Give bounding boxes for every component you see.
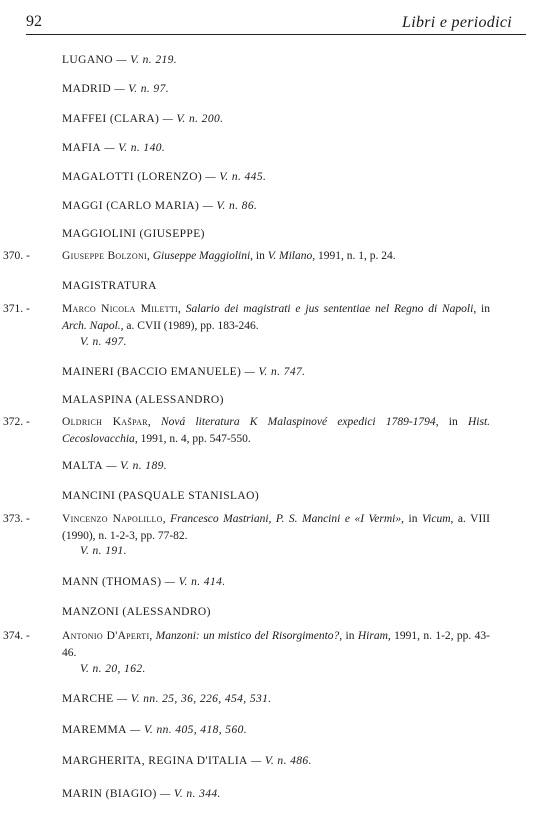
index-heading-marin: MARIN (BIAGIO) — V. n. 344. [62,788,221,800]
entry-author: Marco Nicola Miletti [62,303,178,315]
entry-title: Giuseppe Maggiolini [152,250,251,262]
index-heading-maffei: MAFFEI (CLARA) — V. n. 200. [62,113,224,125]
entry-number: 373. - [3,513,30,525]
entry-see-also: V. n. 497. [80,336,127,348]
entry-see-also: V. n. 191. [80,545,127,557]
index-heading-mancini: MANCINI (PASQUALE STANISLAO) [62,490,260,502]
entry-title: Nová literatura K Malaspinové expedici 1789-1794 [160,416,436,428]
index-heading-maremma: MAREMMA — V. nn. 405, 418, 560. [62,724,248,736]
entry-publication: Hiram [357,630,388,642]
index-heading-mafia: MAFIA — V. n. 140. [62,142,166,154]
entry-body: Marco Nicola Miletti, Salario dei magistrati e jus sententiae nel Regno di Napoli, in Arch. Napol., a. CVII (1989), pp. 183-246. [62,303,490,332]
index-heading-magistratura: MAGISTRATURA [62,280,157,292]
entry-title: Manzoni: un mistico del Risorgimento? [155,630,340,642]
page-header [26,8,526,35]
entry-body: Antonio D'Aperti, Manzoni: un mistico del Risorgimento?, in Hiram, 1991, n. 1-2, pp. 43-46. [62,630,490,659]
entry-number: 372. - [3,416,30,428]
entry-author: Antonio D'Aperti [62,630,150,642]
index-heading-maggi: MAGGI (CARLO MARIA) — V. n. 86. [62,200,258,212]
index-heading-mann: MANN (THOMAS) — V. n. 414. [62,576,226,588]
index-heading-maineri: MAINERI (BACCIO EMANUELE) — V. n. 747. [62,366,306,378]
index-heading-maggiolini: MAGGIOLINI (GIUSEPPE) [62,228,205,240]
index-heading-malaspina: MALASPINA (ALESSANDRO) [62,394,224,406]
index-heading-lugano: LUGANO — V. n. 219. [62,54,178,66]
entry-title: Salario dei magistrati e jus sententiae nel Regno di Napoli [185,303,474,315]
index-heading-manzoni: MANZONI (ALESSANDRO) [62,606,211,618]
index-heading-marche: MARCHE — V. nn. 25, 36, 226, 454, 531. [62,693,272,705]
entry-publication: Arch. Napol. [62,320,121,332]
page-number: 92 [26,13,42,30]
entry-body: Vincenzo Napolillo, Francesco Mastriani, P. S. Mancini e «I Vermi», in Vicum, a. VIII (1990), n. 1-2-3, pp. 77-82. [62,513,490,542]
entry-author: Oldrich Kašpar [62,416,148,428]
entry-publication: Hist. Cecoslovacchia [62,416,491,445]
entry-body: Giuseppe Bolzoni, Giuseppe Maggiolini, in V. Milano, 1991, n. 1, p. 24. [62,250,396,262]
entry-number: 370. - [3,250,30,262]
entry-publication: Vicum [421,513,451,525]
index-heading-madrid: MADRID — V. n. 97. [62,83,169,95]
entry-number: 374. - [3,630,30,642]
entry-title: Francesco Mastriani, P. S. Mancini e «I Vermi» [170,513,402,525]
index-heading-malta: MALTA — V. n. 189. [62,460,168,472]
entry-publication: V. Milano [267,250,313,262]
entry-body: Oldrich Kašpar, Nová literatura K Malaspinové expedici 1789-1794, in Hist. Cecoslovacchia, 1991, n. 4, pp. 547-550. [62,416,491,445]
index-heading-margherita: MARGHERITA, REGINA D'ITALIA — V. n. 486. [62,755,312,767]
entry-author: Giuseppe Bolzoni [62,250,147,262]
running-title: Libri e periodici [402,14,512,31]
entry-author: Vincenzo Napolillo [62,513,163,525]
entry-number: 371. - [3,303,30,315]
index-heading-magalotti: MAGALOTTI (LORENZO) — V. n. 445. [62,171,267,183]
entry-see-also: V. n. 20, 162. [80,663,146,675]
